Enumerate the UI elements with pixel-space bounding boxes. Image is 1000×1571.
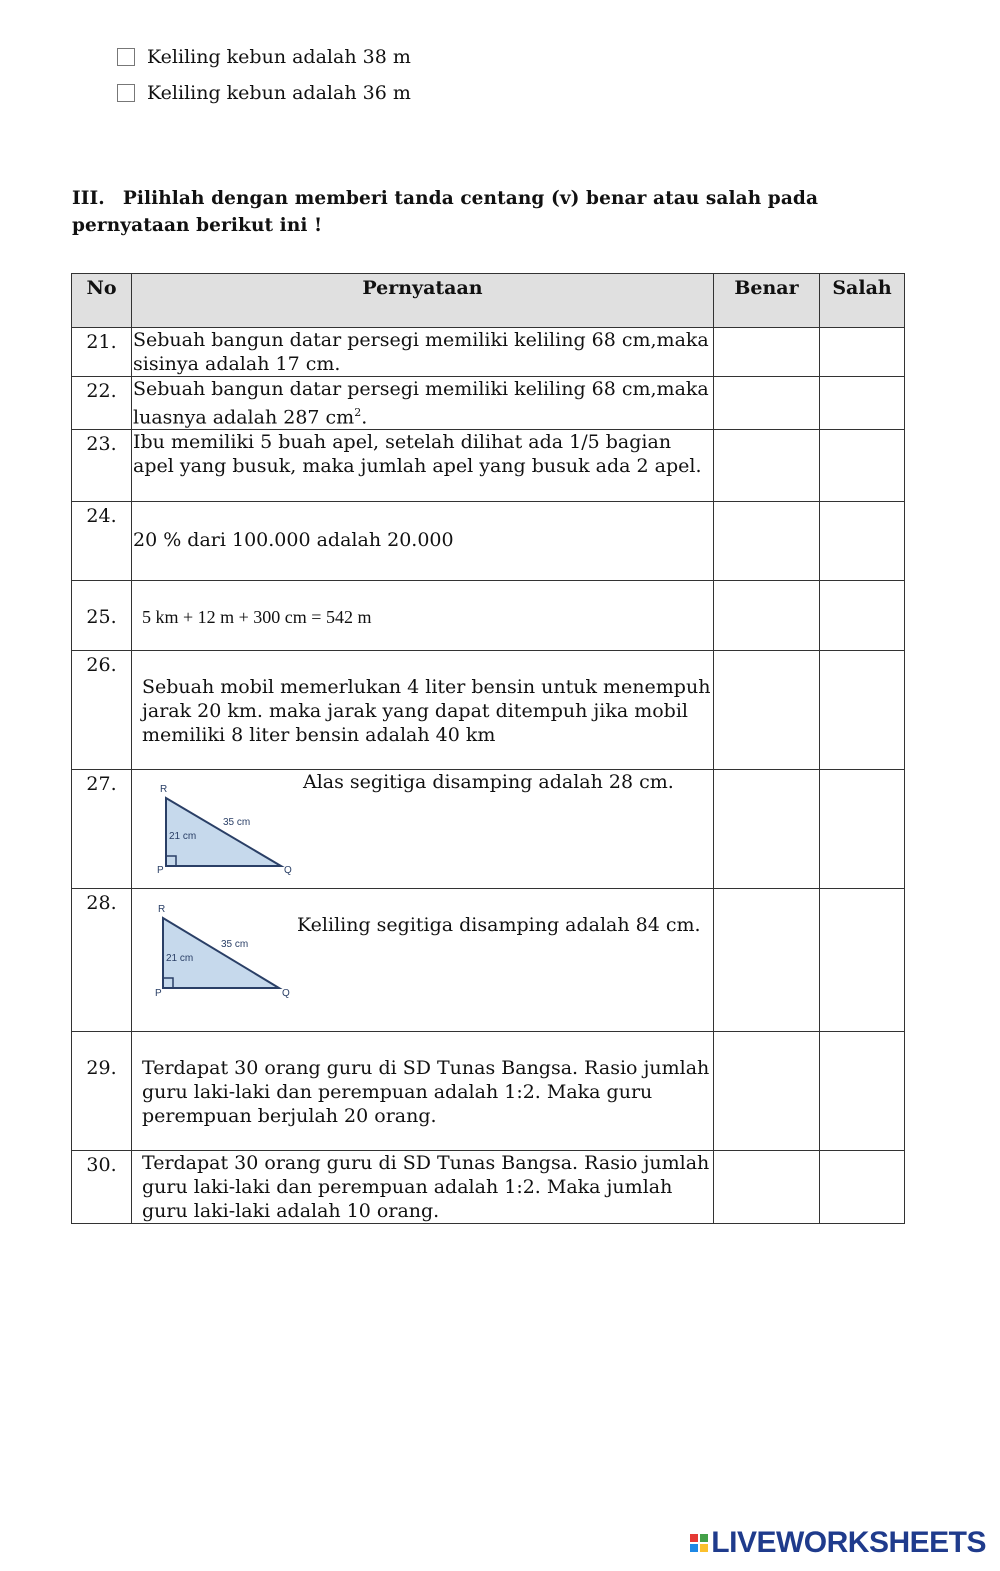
answer-true-cell[interactable]: [714, 377, 820, 430]
table-row: [72, 770, 905, 889]
side-label-rp: 21 cm: [166, 953, 194, 965]
header-true: Benar: [714, 274, 820, 328]
answer-false-cell[interactable]: [820, 770, 905, 889]
row-number: 27.: [72, 770, 132, 889]
answer-true-cell[interactable]: [714, 651, 820, 770]
answer-true-cell[interactable]: [714, 328, 820, 377]
row-number: 23.: [72, 430, 132, 502]
answer-true-cell[interactable]: [714, 502, 820, 581]
checkbox[interactable]: [117, 84, 135, 102]
table-row: [72, 502, 905, 581]
option-label: Keliling kebun adalah 38 m: [147, 46, 411, 68]
row-number: 25.: [72, 581, 132, 651]
table-header-row: [72, 274, 905, 328]
vertex-label-p: P: [157, 865, 164, 876]
answer-true-cell[interactable]: [714, 770, 820, 889]
row-statement: Ibu memiliki 5 buah apel, setelah dilihat ada 1/5 bagian apel yang busuk, maka jumlah apel yang busuk ada 2 apel.: [132, 430, 714, 502]
section-number: III.: [72, 188, 105, 209]
answer-true-cell[interactable]: [714, 1032, 820, 1151]
row-number: 24.: [72, 502, 132, 581]
side-label-rq: 35 cm: [223, 817, 251, 829]
row-number: 22.: [72, 377, 132, 430]
table-row: [72, 1151, 905, 1224]
answer-false-cell[interactable]: [820, 430, 905, 502]
table-row: [72, 581, 905, 651]
row-statement: Sebuah mobil memerlukan 4 liter bensin untuk menempuh jarak 20 km. maka jarak yang dapat ditempuh jika mobil memiliki 8 liter bensin adalah 40 km: [132, 651, 714, 770]
row-statement-text: Alas segitiga disamping adalah 28 cm.: [303, 771, 674, 794]
answer-false-cell[interactable]: [820, 581, 905, 651]
answer-false-cell[interactable]: [820, 1032, 905, 1151]
brand-name: LIVEWORKSHEETS: [711, 1526, 986, 1559]
row-statement: [132, 377, 714, 430]
row-statement: 20 % dari 100.000 adalah 20.000: [132, 502, 714, 581]
answer-false-cell[interactable]: [820, 328, 905, 377]
row-statement: [132, 889, 714, 1032]
figure-row: [133, 889, 711, 1004]
option-36m[interactable]: [117, 82, 411, 104]
answer-true-cell[interactable]: [714, 430, 820, 502]
statement-text: Sebuah bangun datar persegi memiliki keliling 68 cm,maka luasnya adalah 287 cm: [133, 378, 709, 429]
answer-false-cell[interactable]: [820, 377, 905, 430]
vertex-label-r: R: [158, 904, 166, 916]
row-number: 21.: [72, 328, 132, 377]
right-triangle-figure: [133, 889, 297, 1004]
statement-table: [71, 273, 905, 1224]
logo-mark-icon: [690, 1534, 708, 1552]
answer-true-cell[interactable]: [714, 889, 820, 1032]
header-statement: Pernyataan: [132, 274, 714, 328]
row-number: 29.: [72, 1032, 132, 1151]
liveworksheets-logo: [690, 1526, 986, 1560]
row-statement: Sebuah bangun datar persegi memiliki keliling 68 cm,maka sisinya adalah 17 cm.: [132, 328, 714, 377]
header-false: Salah: [820, 274, 905, 328]
superscript: 2: [354, 406, 362, 419]
side-label-rp: 21 cm: [169, 831, 197, 843]
row-number: 26.: [72, 651, 132, 770]
vertex-label-p: P: [155, 988, 162, 1000]
answer-false-cell[interactable]: [820, 889, 905, 1032]
row-statement: Terdapat 30 orang guru di SD Tunas Bangsa. Rasio jumlah guru laki-laki dan perempuan adalah 1:2. Maka guru perempuan berjulah 20 orang.: [132, 1032, 714, 1151]
table-row: [72, 651, 905, 770]
row-number: 30.: [72, 1151, 132, 1224]
right-triangle-figure: [133, 770, 303, 875]
table-row: [72, 328, 905, 377]
section-heading: [72, 185, 937, 239]
row-statement: 5 km + 12 m + 300 cm = 542 m: [132, 581, 714, 651]
side-label-rq: 35 cm: [221, 939, 249, 951]
table-row: [72, 1032, 905, 1151]
option-38m[interactable]: [117, 46, 411, 68]
row-statement-text: Keliling segitiga disamping adalah 84 cm.: [297, 914, 701, 937]
vertex-label-q: Q: [282, 988, 290, 1000]
checkbox[interactable]: [117, 48, 135, 66]
section-instruction: Pilihlah dengan memberi tanda centang (v) benar atau salah pada pernyataan berikut ini !: [72, 188, 819, 236]
answer-true-cell[interactable]: [714, 1151, 820, 1224]
table-row: [72, 430, 905, 502]
answer-false-cell[interactable]: [820, 502, 905, 581]
answer-false-cell[interactable]: [820, 651, 905, 770]
row-number: 28.: [72, 889, 132, 1032]
row-statement: Terdapat 30 orang guru di SD Tunas Bangsa. Rasio jumlah guru laki-laki dan perempuan adalah 1:2. Maka jumlah guru laki-laki adalah 10 orang.: [132, 1151, 714, 1224]
answer-true-cell[interactable]: [714, 581, 820, 651]
statement-tail: .: [361, 406, 368, 429]
table-row: [72, 377, 905, 430]
vertex-label-q: Q: [284, 865, 292, 876]
figure-row: [133, 770, 711, 875]
table-row: [72, 889, 905, 1032]
option-label: Keliling kebun adalah 36 m: [147, 82, 411, 104]
header-no: No: [72, 274, 132, 328]
row-statement: [132, 770, 714, 889]
vertex-label-r: R: [160, 784, 168, 796]
answer-false-cell[interactable]: [820, 1151, 905, 1224]
